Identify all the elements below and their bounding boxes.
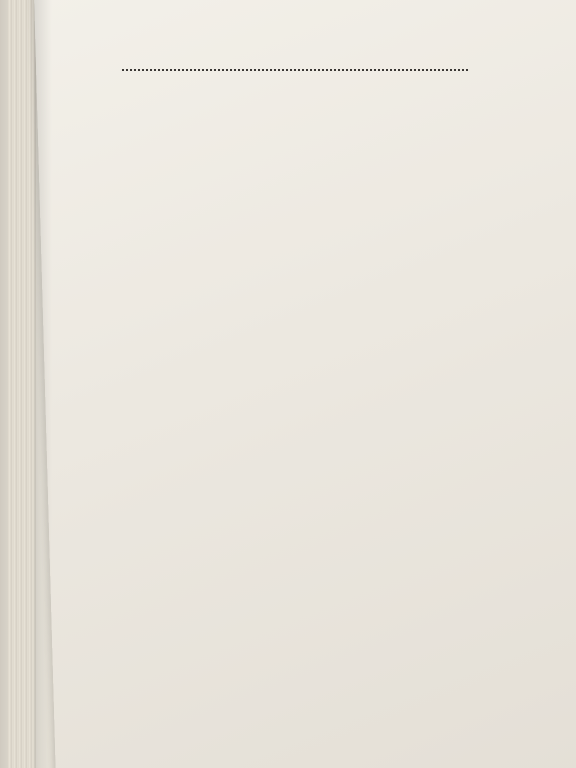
section-intro-row: [102, 60, 492, 76]
leader-dots: [122, 68, 468, 71]
page-stack-edge: [8, 0, 36, 768]
table-of-contents: [102, 34, 492, 76]
book-page: [34, 0, 576, 768]
spine-shadow: [34, 0, 52, 768]
